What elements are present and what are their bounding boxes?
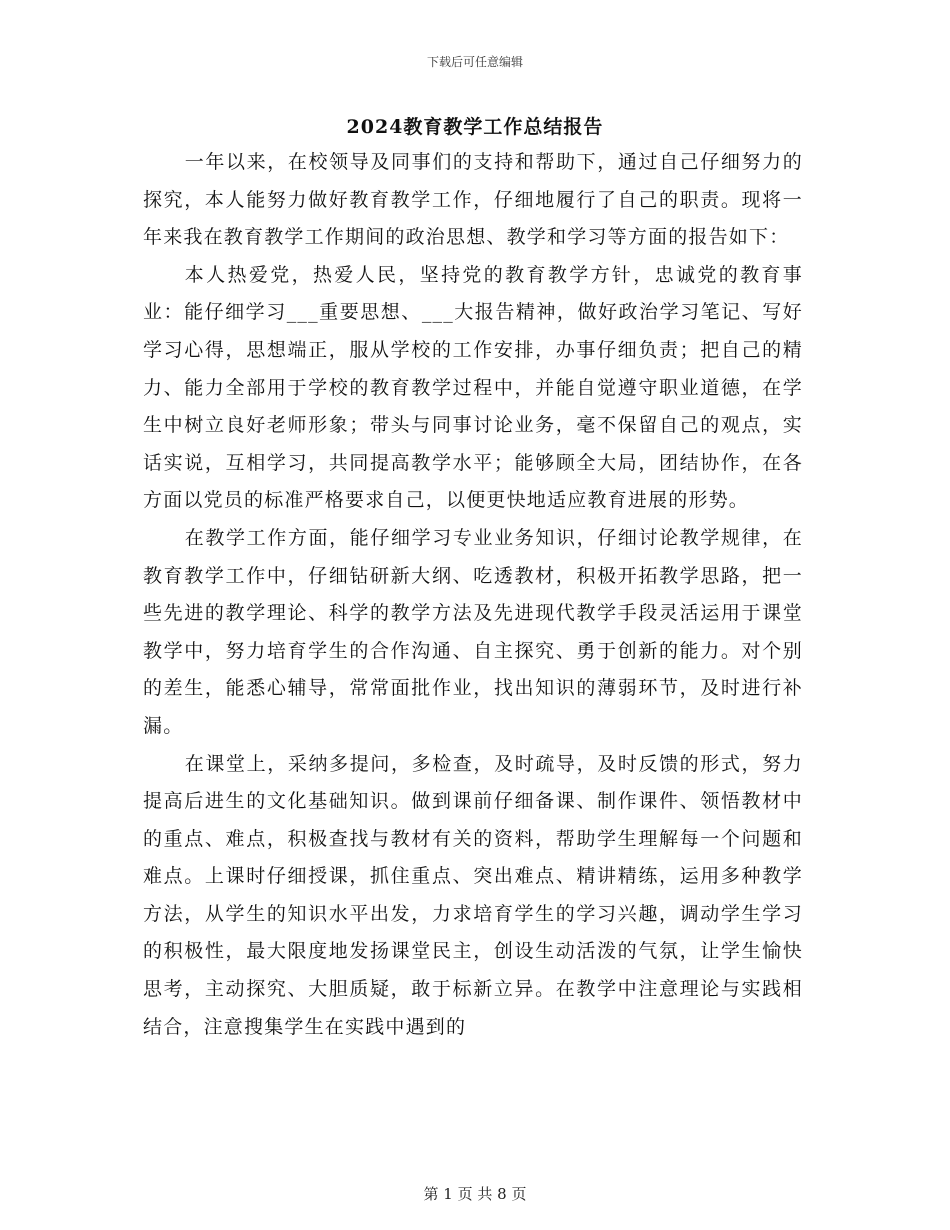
paragraph-political-thought: 本人热爱党，热爱人民，坚持党的教育教学方针，忠诚党的教育事业：能仔细学习___重要思想、___大报告精神，做好政治学习笔记、写好学习心得，思想端正，服从学校的工作安排，办事仔细负责；把自己的精力、能力全部用于学校的教育教学过程中，并能自觉遵守职业道德，在学生中树立良好老师形象；带头与同事讨论业务，毫不保留自己的观点，实话实说，互相学习，共同提高教学水平；能够顾全大局，团结协作，在各方面以党员的标准严格要求自己，以便更快地适应教育进展的形势。 <box>143 263 803 512</box>
paragraph-teaching-work: 在教学工作方面，能仔细学习专业业务知识，仔细讨论教学规律，在教育教学工作中，仔细钻研新大纲、吃透教材，积极开拓教学思路，把一些先进的教学理论、科学的教学方法及先进现代教学手段灵活运用于课堂教学中，努力培育学生的合作沟通、自主探究、勇于创新的能力。对个别的差生，能悉心辅导，常常面批作业，找出知识的薄弱环节，及时进行补漏。 <box>143 526 803 737</box>
document-title: 2024教育教学工作总结报告 <box>346 116 604 138</box>
page-footer: 第 1 页 共 8 页 <box>423 1185 527 1203</box>
document-body <box>143 144 803 1046</box>
header-note: 下载后可任意编辑 <box>426 55 523 69</box>
paragraph-classroom: 在课堂上，采纳多提问，多检查，及时疏导，及时反馈的形式，努力提高后进生的文化基础知识。做到课前仔细备课、制作课件、领悟教材中的重点、难点，积极查找与教材有关的资料，帮助学生理解每一个问题和难点。上课时仔细授课，抓住重点、突出难点、精讲精练，运用多种教学方法，从学生的知识水平出发，力求培育学生的学习兴趣，调动学生学习的积极性，最大限度地发扬课堂民主，创设生动活泼的气氛，让学生愉快思考，主动探究、大胆质疑，敢于标新立异。在教学中注意理论与实践相结合，注意搜集学生在实践中遇到的 <box>143 752 803 1038</box>
paragraph-intro: 一年以来，在校领导及同事们的支持和帮助下，通过自己仔细努力的探究，本人能努力做好教育教学工作，仔细地履行了自己的职责。现将一年来我在教育教学工作期间的政治思想、教学和学习等方面的报告如下： <box>143 151 803 249</box>
